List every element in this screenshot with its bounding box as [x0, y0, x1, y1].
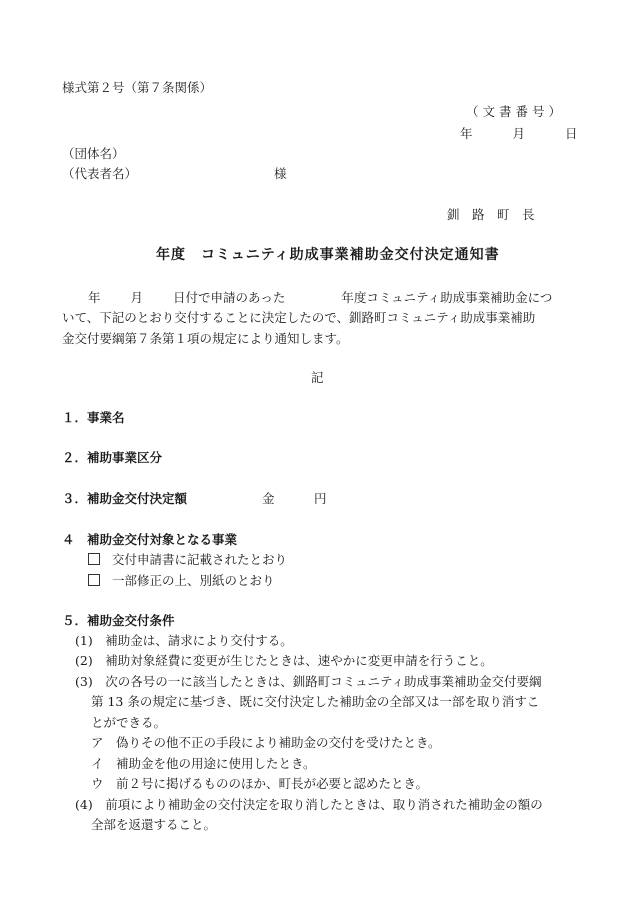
- condition-2: (2) 補助対象経費に変更が生じたときは、速やかに変更申請を行うこと。: [75, 653, 493, 668]
- recipient-honorific: 様: [274, 166, 287, 181]
- form-number: 様式第２号（第７条関係）: [62, 80, 213, 95]
- condition-3-line-1: (3) 次の各号の一に該当したときは、釧路町コミュニティ助成事業補助金交付要綱: [75, 674, 542, 689]
- condition-3-u: ウ 前２号に掲げるもののほか、町長が必要と認めたとき。: [91, 776, 429, 791]
- condition-3-line-2: 第 13 条の規定に基づき、既に交付決定した補助金の全部又は一部を取り消すこ: [91, 694, 540, 709]
- checkbox-icon: [88, 574, 100, 586]
- item-4-option-2-label: 一部修正の上、別紙のとおり: [112, 573, 275, 588]
- body-line1-mid: 日付で申請のあった: [173, 290, 286, 305]
- item-3-kin: 金: [262, 491, 275, 506]
- item-5: ５．補助金交付条件: [62, 613, 175, 628]
- checkbox-icon: [88, 553, 100, 565]
- item-4-option-1-label: 交付申請書に記載されたとおり: [112, 552, 288, 567]
- date-month: 月: [512, 126, 526, 141]
- condition-4-line-2: 全部を返還すること。: [91, 817, 217, 832]
- body-line-3: 金交付要綱第７条第１項の規定により通知します。: [62, 331, 349, 346]
- condition-3-i: イ 補助金を他の用途に使用したとき。: [91, 756, 316, 771]
- item-4-option-1: [88, 550, 287, 568]
- ki-heading: 記: [311, 370, 324, 385]
- date-day: 日: [565, 126, 578, 141]
- document-number: （文書番号）: [466, 104, 566, 119]
- item-1: １．事業名: [62, 410, 125, 425]
- condition-3-line-3: とができる。: [91, 715, 167, 730]
- item-4-option-2: [88, 571, 275, 589]
- body-line-2: いて、下記のとおり交付することに決定したので、釧路町コミュニティ助成事業補助: [62, 310, 536, 325]
- recipient-rep: （代表者名）: [62, 166, 138, 181]
- body-line1-end: 年度コミュニティ助成事業補助金につ: [341, 290, 553, 305]
- sender: 釧 路 町 長: [447, 207, 535, 222]
- condition-1: (1) 補助金は、請求により交付する。: [75, 633, 293, 648]
- date-line: [460, 124, 578, 142]
- item-2: ２．補助事業区分: [62, 450, 163, 465]
- condition-3-a: ア 偽りその他不正の手段により補助金の交付を受けたとき。: [91, 735, 441, 750]
- recipient-org: （団体名）: [62, 146, 125, 161]
- item-3-yen: 円: [314, 491, 327, 506]
- body-line-1: [88, 288, 552, 306]
- body-year: 年: [88, 290, 101, 305]
- document-title: 年度 コミュニティ助成事業補助金交付決定通知書: [156, 247, 500, 263]
- condition-4-line-1: (4) 前項により補助金の交付決定を取り消したときは、取り消された補助金の額の: [75, 797, 543, 812]
- item-4: ４ 補助金交付対象となる事業: [62, 532, 238, 547]
- item-3: ３．補助金交付決定額: [62, 491, 188, 506]
- body-month: 月: [130, 290, 144, 305]
- date-year: 年: [460, 126, 473, 141]
